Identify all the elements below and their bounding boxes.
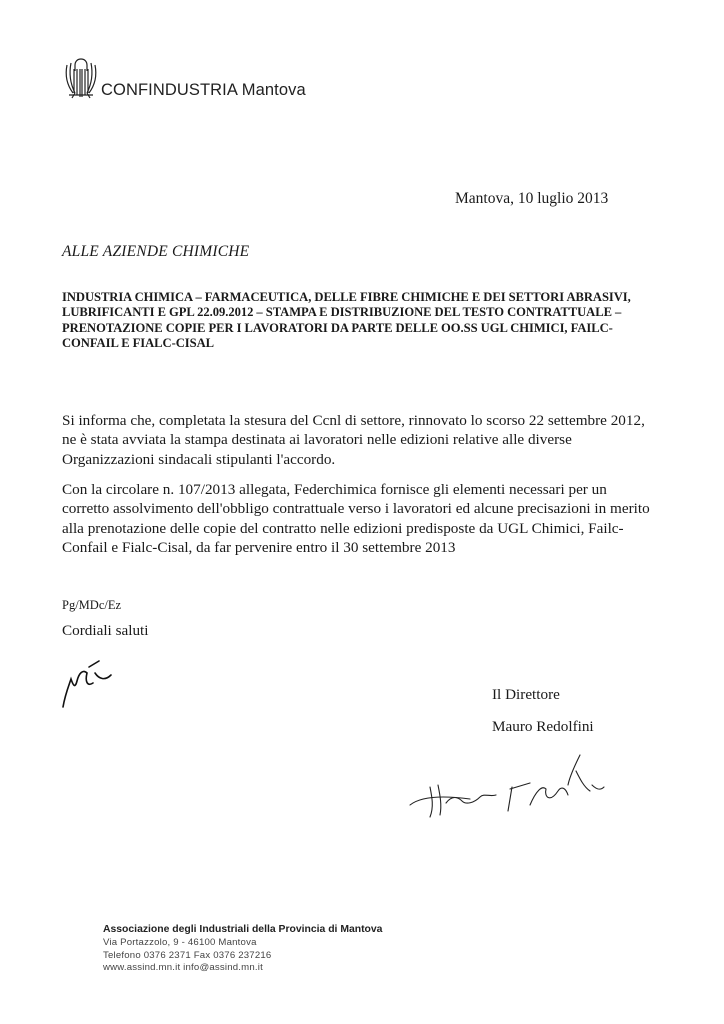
footer-address: Via Portazzolo, 9 - 46100 Mantova <box>103 937 257 948</box>
body-paragraph-1 <box>62 411 662 469</box>
paragraph-line: ne è stata avviata la stampa destinata ai lavoratori nelle edizioni relative alle diverse <box>62 431 572 449</box>
initials-signature <box>55 655 125 720</box>
director-signature <box>400 745 615 840</box>
brand-name <box>101 81 306 100</box>
confindustria-eagle-logo-icon <box>63 55 99 101</box>
paragraph-line: Organizzazioni sindacali stipulanti l'accordo. <box>62 450 336 468</box>
recipient: ALLE AZIENDE CHIMICHE <box>62 243 250 260</box>
letterhead-logo <box>63 55 306 101</box>
reference-initials: Pg/MDc/Ez <box>62 598 122 612</box>
paragraph-line: corretto assolvimento dell'obbligo contrattuale verso i lavoratori ed alcune precisazioni in merito <box>62 500 650 518</box>
footer-web: www.assind.mn.it info@assind.mn.it <box>103 962 263 974</box>
brand-city: Mantova <box>241 81 306 99</box>
subject-heading: INDUSTRIA CHIMICA – FARMACEUTICA, DELLE FIBRE CHIMICHE E DEI SETTORI ABRASIVI, LUBRIFICANTI E GPL 22.09.2012 – STAMPA E DISTRIBUZIONE DEL TESTO CONTRATTUALE – PRENOTAZIONE COPIE PER I LAVORATORI DA PARTE DELLE OO.SS UGL CHIMICI, FAILC-CONFAIL E FIALC-CISAL <box>62 290 631 350</box>
paragraph-line: Con la circolare n. 107/2013 allegata, Federchimica fornisce gli elementi necessari per un <box>62 481 607 498</box>
signatory-role: Il Direttore <box>492 686 560 703</box>
letter-date: Mantova, 10 luglio 2013 <box>455 190 609 207</box>
footer-organization: Associazione degli Industriali della Provincia di Mantova <box>103 924 383 935</box>
closing-greeting: Cordiali saluti <box>62 622 149 639</box>
signatory-name: Mauro Redolfini <box>492 718 594 735</box>
paragraph-line: Confail e Fialc-Cisal, da far pervenire entro il 30 settembre 2013 <box>62 538 456 556</box>
footer-phone: Telefono 0376 2371 Fax 0376 237216 <box>103 949 272 961</box>
paragraph-line: alla prenotazione delle copie del contratto nelle edizioni predisposte da UGL Chimici, Failc- <box>62 519 624 537</box>
body-paragraph-2 <box>62 480 662 557</box>
paragraph-line: Si informa che, completata la stesura del Ccnl di settore, rinnovato lo scorso 22 settembre 2012, <box>62 412 645 429</box>
brand-label: CONFINDUSTRIA <box>101 81 238 99</box>
letterhead-footer <box>103 924 382 975</box>
